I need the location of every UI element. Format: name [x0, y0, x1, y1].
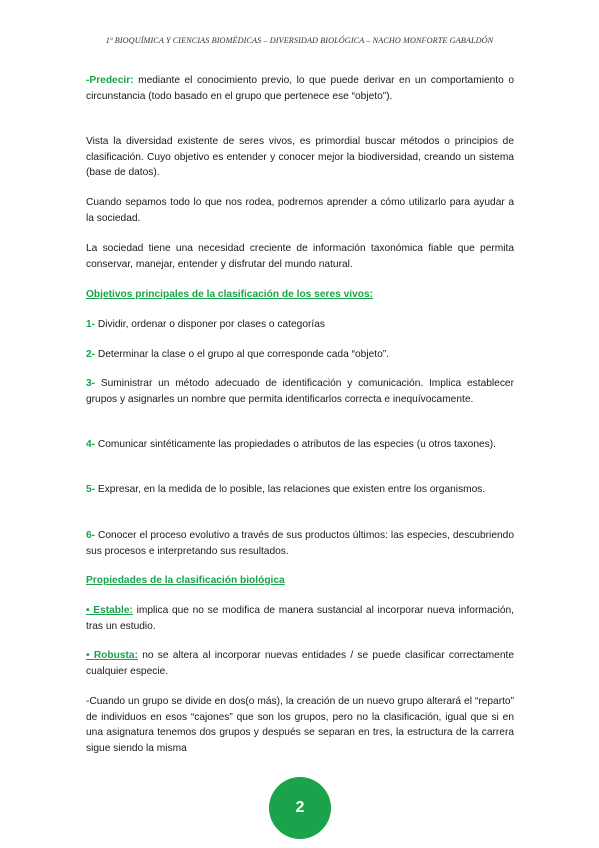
- objetivos-heading: Objetivos principales de la clasificación de los seres vivos:: [86, 289, 374, 300]
- objetivo-text: Determinar la clase o el grupo al que corresponde cada “objeto”.: [95, 349, 389, 360]
- objetivo-number: 5-: [86, 484, 96, 495]
- paragraph-grupos: -Cuando un grupo se divide en dos(o más), la creación de un nuevo grupo alterará el “reparto” de individuos en esos “cajones” que son los grupos, pero no la clasificación, igual que si en una asignatura tenemos dos grupos y después se separan en tres, la estructura de la carrera sigue siendo la misma: [86, 696, 514, 754]
- running-header: 1º BIOQUÍMICA Y CIENCIAS BIOMÉDICAS – DIVERSIDAD BIOLÓGICA – NACHO MONFORTE GABALDÓN: [105, 36, 494, 45]
- objetivo-number: 1-: [86, 319, 96, 330]
- objetivo-text: Expresar, en la medida de lo posible, las relaciones que existen entre los organismos.: [95, 484, 486, 495]
- objetivo-number: 4-: [86, 439, 96, 450]
- predecir-label: -Predecir:: [86, 75, 134, 86]
- objetivo-text: Conocer el proceso evolutivo a través de sus productos últimos: las especies, descubriendo sus procesos e interpretando sus resultados.: [86, 530, 514, 557]
- page-number: 2: [295, 799, 305, 816]
- paragraph-informacion-taxonomica: La sociedad tiene una necesidad creciente de información taxonómica fiable que permita conservar, manejar, entender y disfrutar del mundo natural.: [86, 243, 514, 270]
- objetivo-item: [86, 376, 514, 407]
- paragraph-sociedad-ayuda: Cuando sepamos todo lo que nos rodea, podremos aprender a cómo utilizarlo para ayudar a la sociedad.: [86, 197, 514, 224]
- propiedad-label: • Estable:: [86, 605, 133, 616]
- propiedad-text: implica que no se modifica de manera sustancial al incorporar nueva información, tras un estudio.: [86, 605, 515, 632]
- paragraph-diversidad: Vista la diversidad existente de seres vivos, es primordial buscar métodos o principios de clasificación. Cuyo objetivo es entender y conocer mejor la biodiversidad, creando un sistema (base de datos).: [86, 136, 514, 178]
- objetivo-item: [86, 347, 514, 363]
- objetivo-item: [86, 528, 514, 559]
- objetivo-text: Dividir, ordenar o disponer por clases o categorías: [95, 319, 325, 330]
- propiedad-item: [86, 603, 514, 634]
- objetivo-number: 3-: [86, 378, 96, 389]
- propiedad-item: [86, 648, 514, 679]
- objetivo-text: Comunicar sintéticamente las propiedades o atributos de las especies (u otros taxones).: [95, 439, 496, 450]
- objetivo-text: Suministrar un método adecuado de identificación y comunicación. Implica establecer grupos y asignarles un nombre que permita identificarlos correcta e inequívocamente.: [86, 378, 514, 405]
- objetivo-item: [86, 317, 514, 333]
- propiedad-text: no se altera al incorporar nuevas entidades / se puede clasificar correctamente cualquier especie.: [86, 650, 514, 677]
- objetivo-item: [86, 437, 514, 453]
- objetivo-number: 2-: [86, 349, 96, 360]
- propiedades-heading: Propiedades de la clasificación biológica: [86, 575, 285, 586]
- page-number-badge: [269, 777, 331, 839]
- objetivo-item: [86, 482, 514, 498]
- propiedad-label: • Robusta:: [86, 650, 138, 661]
- predecir-paragraph: [86, 73, 514, 104]
- objetivo-number: 6-: [86, 530, 96, 541]
- predecir-text: mediante el conocimiento previo, lo que puede derivar en un comportamiento o circunstancia (todo basado en el grupo que pertenece ese “objeto”).: [86, 75, 514, 102]
